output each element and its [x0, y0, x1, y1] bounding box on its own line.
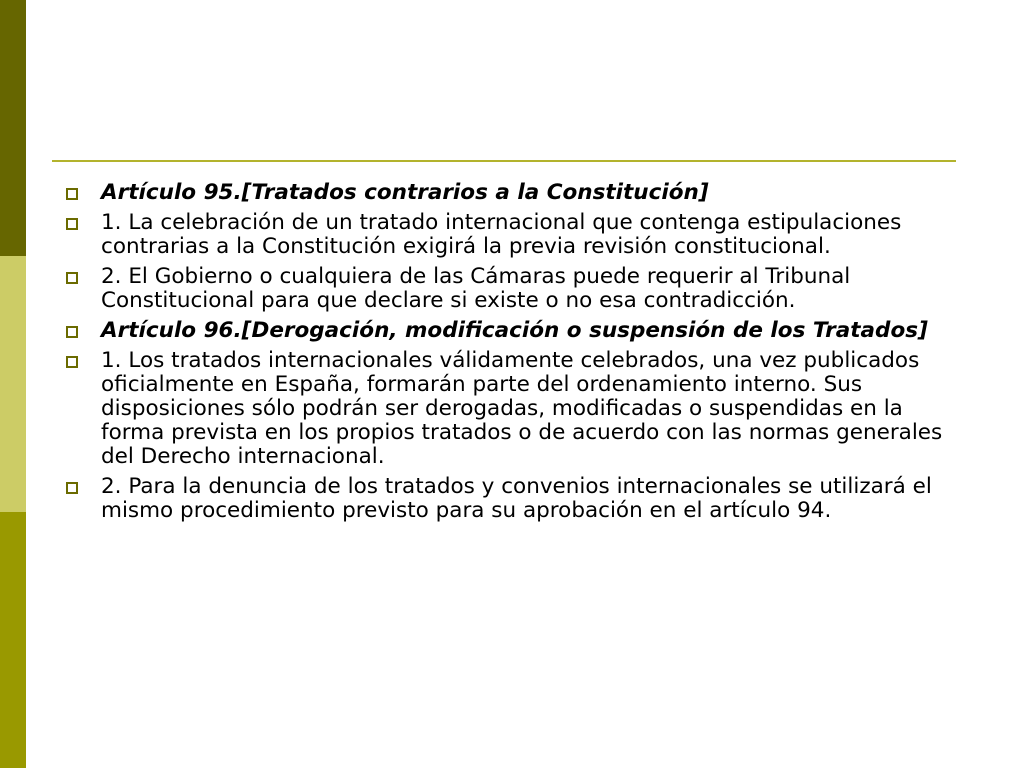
- square-bullet-icon: [66, 356, 78, 368]
- list-item: [64, 319, 964, 343]
- list-item: [64, 211, 964, 259]
- list-item: [64, 265, 964, 313]
- square-bullet-icon: [66, 326, 78, 338]
- bullet-list: [64, 181, 964, 529]
- list-item-text: 1. La celebración de un tratado internacional que contenga estipulaciones contrarias a la Constitución exigirá la previa revisión constitucional.: [101, 210, 902, 259]
- square-bullet-icon: [66, 272, 78, 284]
- side-bar-bottom: [0, 512, 26, 768]
- list-item-text: 2. El Gobierno o cualquiera de las Cámaras puede requerir al Tribunal Constitucional para que declare si existe o no esa contradicción.: [101, 264, 851, 313]
- list-item: [64, 181, 964, 205]
- square-bullet-icon: [66, 482, 78, 494]
- list-item: [64, 475, 964, 523]
- side-bar-top: [0, 0, 26, 256]
- list-item-text: Artículo 96.[Derogación, modificación o suspensión de los Tratados]: [101, 318, 928, 343]
- list-item: [64, 349, 964, 469]
- square-bullet-icon: [66, 218, 78, 230]
- square-bullet-icon: [66, 188, 78, 200]
- list-item-text: Artículo 95.[Tratados contrarios a la Constitución]: [101, 180, 709, 205]
- list-item-text: 2. Para la denuncia de los tratados y convenios internacionales se utilizará el mismo procedimiento previsto para su aprobación en el artículo 94.: [101, 474, 932, 523]
- list-item-text: 1. Los tratados internacionales válidamente celebrados, una vez publicados oficialmente en España, formarán parte del ordenamiento interno. Sus disposiciones sólo podrán ser derogadas, modificadas o suspendidas en la forma prevista en los propios tratados o de acuerdo con las normas generales del Derecho internacional.: [101, 348, 943, 469]
- side-bar-middle: [0, 256, 26, 512]
- title-divider: [52, 160, 956, 162]
